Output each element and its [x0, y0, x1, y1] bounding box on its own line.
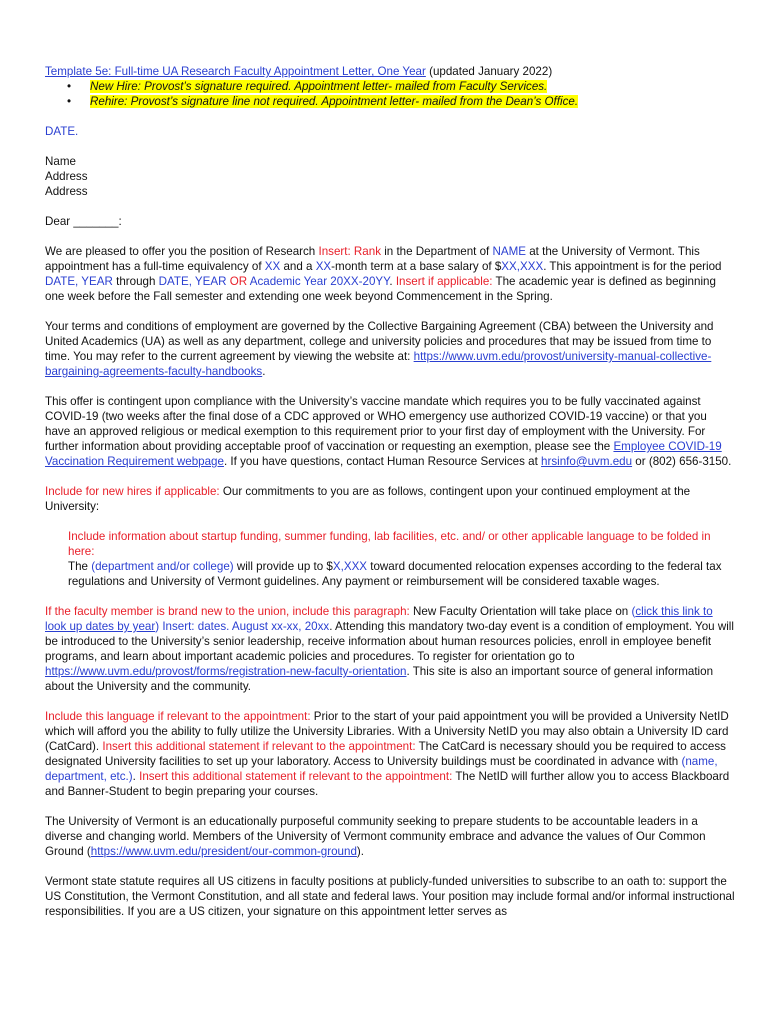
placeholder-start-date: DATE, YEAR [45, 275, 113, 288]
placeholder-academic-year: Academic Year 20XX-20YY [249, 275, 390, 288]
instruction-note: If the faculty member is brand new to the union, include this paragraph: [45, 605, 410, 618]
letter-body [45, 64, 735, 919]
placeholder-rank: Insert: Rank [318, 245, 381, 258]
bullet-icon: • [67, 95, 72, 108]
note-rehire [67, 94, 735, 109]
note-text: New Hire: Provost’s signature required. Appointment letter- mailed from Faculty Services. [90, 80, 548, 93]
placeholder-end-date: DATE, YEAR [158, 275, 227, 288]
instruction-note: Insert if applicable: [395, 275, 493, 288]
salutation: Dear _______: [45, 215, 122, 228]
note-text: Rehire: Provost’s signature line not required. Appointment letter- mailed from the Dean’s Office. [90, 95, 579, 108]
instruction-note: Insert this additional statement if relevant to the appointment: [139, 770, 453, 783]
date-line: DATE. [45, 125, 79, 138]
bullet-icon: • [67, 80, 72, 93]
placeholder-contact: (name, department, etc.) [45, 755, 718, 783]
recipient-address-2: Address [45, 185, 88, 198]
placeholder-orientation-dates: Insert: dates. August xx-xx, 20xx [159, 620, 330, 633]
oath-paragraph: Vermont state statute requires all US citizens in faculty positions at publicly-funded universities to subscribe to an oath to: support the US Constitution, the Vermont Constitution, and all state and federal laws. Your position may include formal and/or informal instructional responsibilities. If you are a US citizen, your signature on this appointment letter serves as [45, 875, 735, 918]
template-header [45, 64, 735, 79]
placeholder-department: NAME [492, 245, 526, 258]
relocation-text: The (department and/or college) will provide up to $X,XXX toward documented relocation expenses according to the federal tax regulations and University of Vermont guidelines. Any payment or reimbursement will be considered taxable wages. [68, 560, 722, 588]
common-ground-link[interactable]: https://www.uvm.edu/president/our-common-ground [90, 845, 357, 858]
note-new-hire [67, 79, 735, 94]
placeholder-amount: X,XXX [332, 560, 368, 573]
orientation-registration-link[interactable]: https://www.uvm.edu/provost/forms/registration-new-faculty-orientation [45, 665, 407, 678]
instruction-note: Include for new hires if applicable: [45, 485, 220, 498]
instruction-note: Insert this additional statement if relevant to the appointment: [102, 740, 416, 753]
placeholder-fte: XX [264, 260, 281, 273]
vaccination-webpage-link[interactable]: Employee COVID-19 Vaccination Requirement webpage [45, 440, 722, 468]
template-title-link[interactable]: Template 5e: Full-time UA Research Faculty Appointment Letter, One Year [45, 65, 426, 78]
placeholder-months: XX [315, 260, 332, 273]
offer-paragraph: We are pleased to offer you the position of Research Insert: Rank in the Department of NAME at the University of Vermont. This appointment has a full-time equivalency of XX and a XX-month term at a base salary of $XX,XXX. This appointment is for the period DATE, YEAR through DATE, YEAR OR Academic Year 20XX-20YY. Insert if applicable: The academic year is defined as beginning one week before the Fall semester and extending one week beyond Commencement in the Spring. [45, 245, 722, 303]
cba-link[interactable]: https://www.uvm.edu/provost/university-manual-collective-bargaining-agreements-faculty-handbooks [45, 350, 712, 378]
placeholder-department-college: (department and/or college) [91, 560, 234, 573]
relocation-block [68, 529, 735, 589]
placeholder-salary: XX,XXX [501, 260, 544, 273]
hrs-email-link[interactable]: hrsinfo@uvm.edu [541, 455, 633, 468]
common-ground-paragraph: The University of Vermont is an educationally purposeful community seeking to prepare students to be accountable leaders in a diverse and changing world. Members of the University of Vermont community embrace and advance the values of Our Common Ground (https://www.uvm.edu/president/our-common-ground). [45, 815, 706, 858]
instruction-note: Include information about startup funding, summer funding, lab facilities, etc. and/ or other applicable language to be folded in here: [68, 530, 711, 558]
instruction-note: Include this language if relevant to the appointment: [45, 710, 311, 723]
orientation-paragraph: If the faculty member is brand new to the union, include this paragraph: New Faculty Orientation will take place on (click this link to look up dates by year) Insert: dates. August xx-xx, 20xx. Attending this mandatory two-day event is a condition of employment. You will be introduced to the University’s senior leadership, receive information about human resources policies, enroll in employee benefit programs, and learn about important academic policies and procedures. To register for orientation go to https://www.uvm.edu/provost/forms/registration-new-faculty-orientation. This site is also an important source of general information about the University and the community. [45, 605, 734, 693]
commitments-paragraph: Include for new hires if applicable: Our commitments to you are as follows, contingent upon your continued employment at the University: [45, 485, 691, 513]
mailing-notes [45, 79, 735, 109]
recipient-name: Name [45, 155, 76, 168]
recipient-address-1: Address [45, 170, 88, 183]
updated-note: (updated January 2022) [425, 65, 553, 78]
cba-paragraph: Your terms and conditions of employment are governed by the Collective Bargaining Agreement (CBA) between the University and United Academics (UA) as well as any department, college and university policies and procedures that may be issued from time to time. You may refer to the current agreement by viewing the website at: https://www.uvm.edu/provost/university-manual-collective-bargaining-agreements-faculty-handbooks. [45, 320, 714, 378]
netid-paragraph: Include this language if relevant to the appointment: Prior to the start of your paid appointment you will be provided a University NetID which will afford you the ability to fully utilize the University Libraries. With a University NetID you may also obtain a University ID card (CatCard). Insert this additional statement if relevant to the appointment: The CatCard is necessary should you be required to access designated University facilities to set up your laboratory. Access to University buildings must be coordinated in advance with (name, department, etc.). Insert this additional statement if relevant to the appointment: The NetID will further allow you to access Blackboard and Banner-Student to begin preparing your courses. [45, 710, 730, 798]
orientation-dates-link[interactable]: click this link to look up dates by year [45, 605, 713, 633]
vaccine-paragraph: This offer is contingent upon compliance with the University’s vaccine mandate which requires you to be fully vaccinated against COVID-19 (two weeks after the final dose of a CDC approved or WHO emergency use authorized COVID-19 vaccine) or that you have an approved religious or medical exemption to this requirement prior to your first day of employment with the University. For further information about providing acceptable proof of vaccination or requesting an exemption, please see the Employee COVID-19 Vaccination Requirement webpage. If you have questions, contact Human Resource Services at hrsinfo@uvm.edu or (802) 656-3150. [45, 395, 732, 468]
